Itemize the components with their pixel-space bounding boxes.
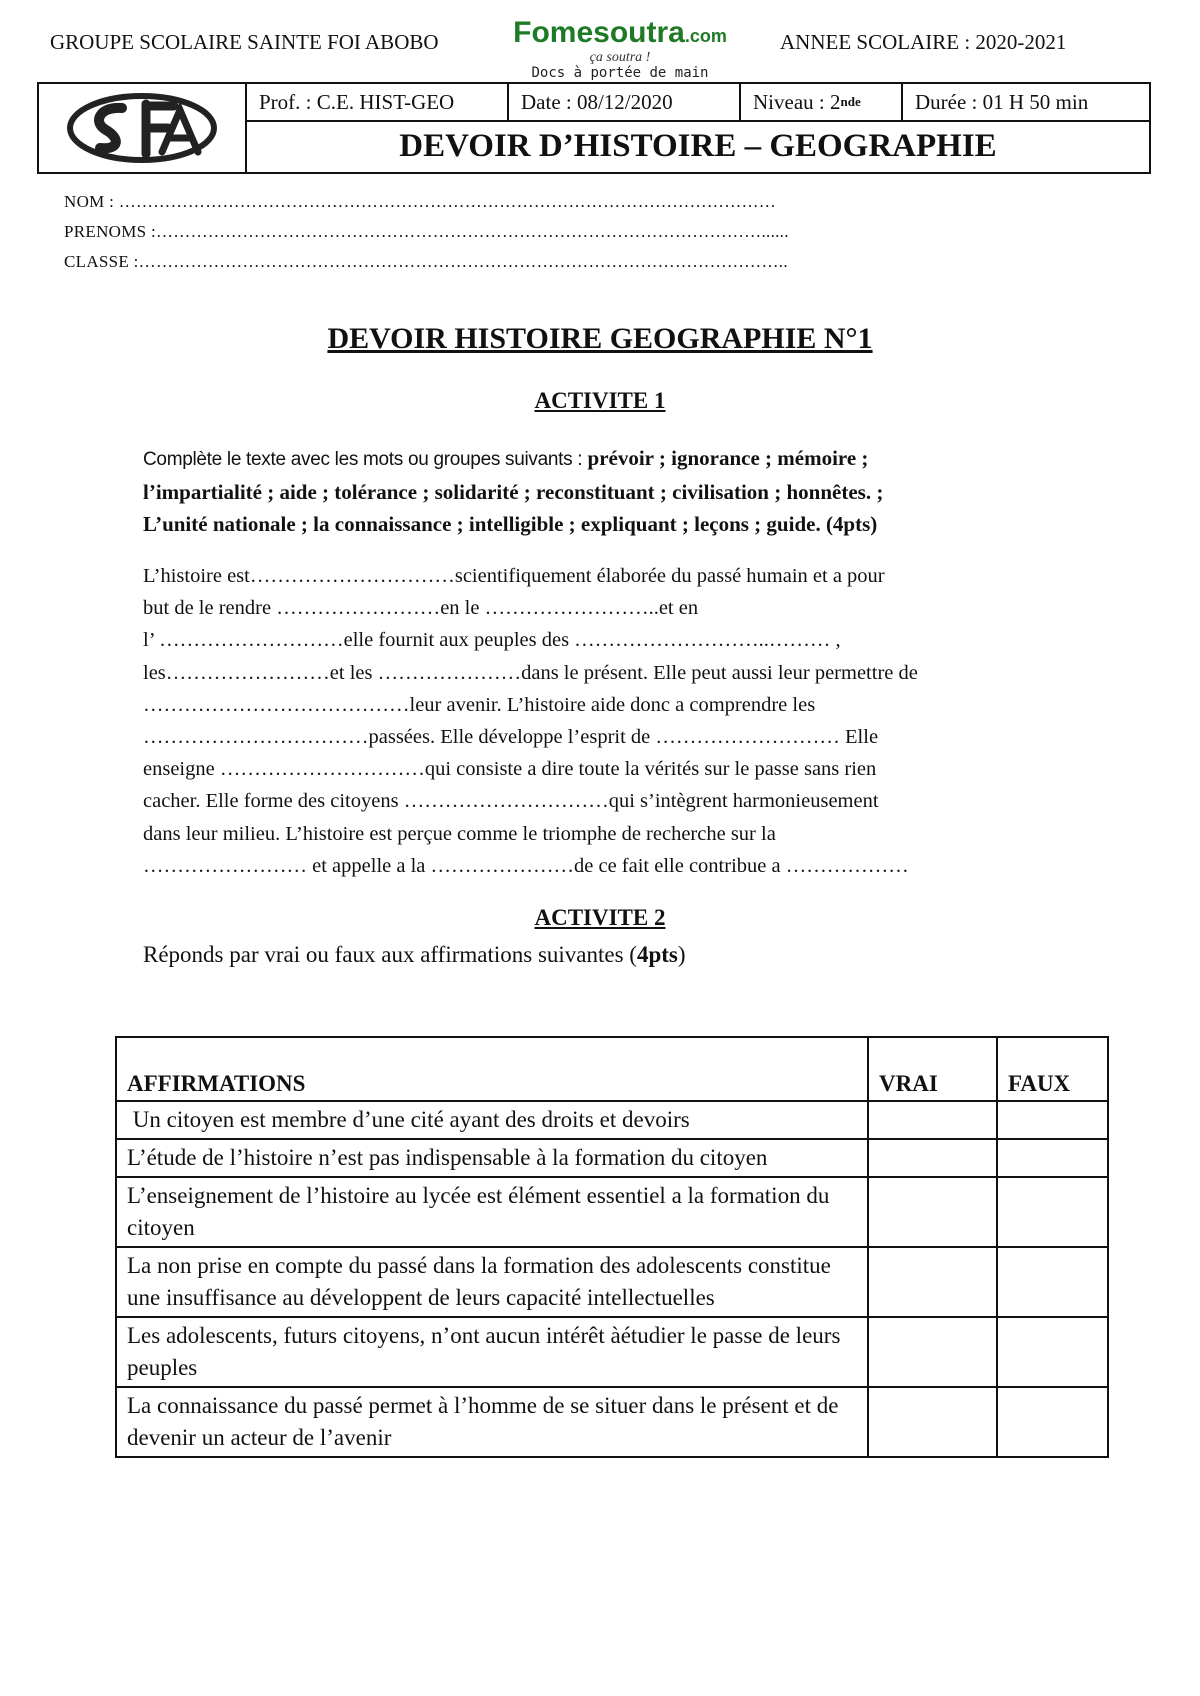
watermark-slogan: ça soutra ! (589, 50, 651, 65)
watermark-tagline: Docs à portée de main (531, 65, 709, 81)
faux-answer-cell[interactable] (997, 1101, 1108, 1139)
faux-answer-cell[interactable] (997, 1139, 1108, 1177)
words-line-2: l’impartialité ; aide ; tolérance ; solidarité ; reconstituant ; civilisation ; honnêtes. ; (143, 480, 884, 504)
nom-field: NOM : …………………………………………………………………………………………………… (64, 192, 777, 211)
activite1-text (143, 560, 1083, 882)
date-cell: Date : 08/12/2020 (509, 84, 741, 120)
faux-answer-cell[interactable] (997, 1317, 1108, 1387)
niveau-sup: nde (840, 94, 861, 109)
watermark (480, 18, 760, 81)
text-line: …………………… et appelle a la …………………de ce fait elle contribue a ……………… (143, 854, 909, 877)
devoir-title: DEVOIR HISTOIRE GEOGRAPHIE N°1 (327, 322, 873, 355)
vrai-answer-cell[interactable] (868, 1387, 997, 1457)
faux-answer-cell[interactable] (997, 1247, 1108, 1317)
vrai-answer-cell[interactable] (868, 1177, 997, 1247)
duree-cell: Durée : 01 H 50 min (915, 89, 1089, 114)
vrai-answer-cell[interactable] (868, 1247, 997, 1317)
text-line: les……………………et les …………………dans le présent. Elle peut aussi leur permettre de (143, 661, 918, 684)
header-box (37, 82, 1151, 174)
text-line: enseigne …………………………qui consiste a dire toute la vérités sur le passe sans rien (143, 758, 877, 781)
text-line: l’ ………………………elle fournit aux peuples des ………………………..……… , (143, 629, 841, 652)
header-info-row (247, 84, 1149, 122)
vrai-answer-cell[interactable] (868, 1139, 997, 1177)
affirmation-text: L’étude de l’histoire n’est pas indispensable à la formation du citoyen (116, 1139, 868, 1177)
watermark-suffix: .com (684, 26, 727, 46)
school-logo (39, 84, 247, 172)
vrai-answer-cell[interactable] (868, 1101, 997, 1139)
table-header-row (116, 1037, 1108, 1101)
table-row (116, 1247, 1108, 1317)
school-logo-icon (62, 88, 222, 168)
niveau-label: Niveau : 2 (753, 89, 841, 114)
table-row (116, 1387, 1108, 1457)
affirmation-text: Un citoyen est membre d’une cité ayant des droits et devoirs (116, 1101, 868, 1139)
header-faux: FAUX (997, 1037, 1108, 1101)
prenoms-field: PRENOMS :……………………………………………………………………………………………...... (64, 222, 789, 241)
table-row (116, 1101, 1108, 1139)
activite2-instruction: Réponds par vrai ou faux aux affirmations suivantes (4pts) (143, 942, 686, 967)
words-line-1: prévoir ; ignorance ; mémoire ; (587, 446, 869, 470)
table-row (116, 1139, 1108, 1177)
affirmations-table (115, 1036, 1109, 1458)
school-name: GROUPE SCOLAIRE SAINTE FOI ABOBO (50, 30, 439, 54)
activite1-instruction (143, 442, 1063, 540)
prof-cell: Prof. : C.E. HIST-GEO (247, 84, 509, 120)
faux-answer-cell[interactable] (997, 1177, 1108, 1247)
text-line: …………………………………leur avenir. L’histoire aide donc a comprendre les (143, 693, 816, 716)
header-affirmations: AFFIRMATIONS (116, 1037, 868, 1101)
text-line: L’histoire est…………………………scientifiquement élaborée du passé humain et a pour (143, 565, 885, 587)
school-year: ANNEE SCOLAIRE : 2020-2021 (780, 30, 1067, 54)
text-line: but de le rendre ……………………en le ……………………..et en (143, 597, 699, 620)
header-vrai: VRAI (868, 1037, 997, 1101)
words-line-3: L’unité nationale ; la connaissance ; intelligible ; expliquant ; leçons ; guide. (4pts) (143, 512, 878, 536)
text-line: ……………………………passées. Elle développe l’esprit de ……………………… Elle (143, 726, 879, 749)
watermark-name: Fomesoutra (513, 16, 685, 49)
affirmation-text: La connaissance du passé permet à l’homme de se situer dans le présent et de devenir un acteur de l’avenir (116, 1387, 868, 1457)
affirmation-text: Les adolescents, futurs citoyens, n’ont aucun intérêt àétudier le passe de leurs peuples (116, 1317, 868, 1387)
niveau-cell (741, 84, 903, 120)
table-row (116, 1177, 1108, 1247)
vrai-answer-cell[interactable] (868, 1317, 997, 1387)
affirmation-text: La non prise en compte du passé dans la formation des adolescents constitue une insuffisance au développent de leurs capacité intellectuelles (116, 1247, 868, 1317)
table-row (116, 1317, 1108, 1387)
affirmation-text: L’enseignement de l’histoire au lycée est élément essentiel a la formation du citoyen (116, 1177, 868, 1247)
text-line: dans leur milieu. L’histoire est perçue comme le triomphe de recherche sur la (143, 822, 776, 845)
exam-title: DEVOIR D’HISTOIRE – GEOGRAPHIE (399, 127, 997, 164)
text-line: cacher. Elle forme des citoyens …………………………qui s’intègrent harmonieusement (143, 790, 879, 813)
activite2-title: ACTIVITE 2 (534, 905, 666, 930)
activite1-title: ACTIVITE 1 (534, 388, 666, 413)
activite2-points: 4pts (636, 942, 678, 967)
instruction-lead: Complète le texte avec les mots ou groupes suivants : (143, 449, 583, 470)
faux-answer-cell[interactable] (997, 1387, 1108, 1457)
classe-field: CLASSE :………………………………………………………………………………………………….. (64, 252, 788, 271)
